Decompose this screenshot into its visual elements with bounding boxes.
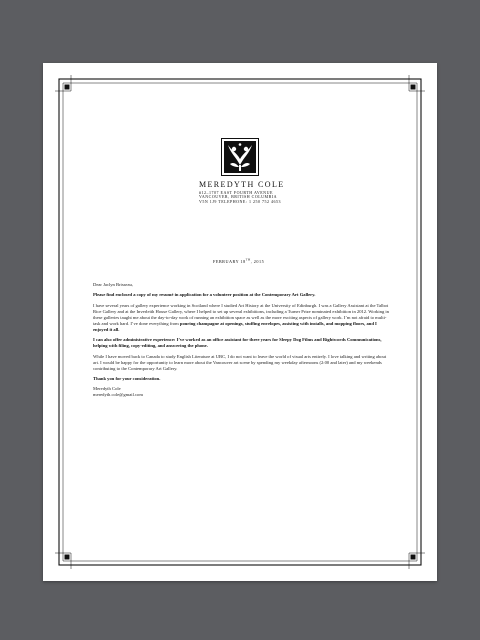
- salutation: Dear Jaclyn Brisseau,: [93, 282, 133, 287]
- letter-date: [213, 259, 283, 264]
- date-suffix: TH: [245, 257, 251, 262]
- corner-ornament-icon: [411, 555, 416, 560]
- corner-ornament-icon: [65, 85, 70, 90]
- experience-highlight: pouring champagne at openings, stuffing envelopes, assisting with installs, and mopping floors, and I enjoyed it all.: [93, 320, 377, 332]
- address-line-2: VANCOUVER, BRITISH COLUMBIA: [199, 194, 277, 200]
- letter-page: [43, 63, 437, 581]
- experience-paragraph: [93, 303, 393, 333]
- floral-monogram-icon: [221, 138, 259, 176]
- signature-email: meredyth.cole@gmail.com: [93, 392, 143, 398]
- date-prefix: FEBRUARY 18: [213, 259, 246, 264]
- date-year: , 2015: [250, 259, 265, 264]
- address-line-1: #12–1707 EAST FOURTH AVENUE: [199, 189, 273, 195]
- closing-line: Thank you for your consideration.: [93, 376, 161, 382]
- intro-paragraph: Please find enclosed a copy of my resumé in application for a volunteer position at the Contemporary Art Gallery.: [93, 292, 316, 298]
- motivation-paragraph: While I have moved back to Canada to study English Literature at UBC, I do not want to leave the world of visual arts entirely. I love talking and writing about art. I would be happy for the opportunity to learn more about the Vancouver art scene by spending my weekday afternoons (2:00 and later) and my weekends contributing to the Contemporary Art Gallery.: [93, 353, 387, 371]
- address-line-3: V5N 1J9 TELEPHONE: 1 250 752 4653: [199, 199, 281, 205]
- admin-paragraph: I can also offer administrative experience: I’ve worked as an office assistant for three years for Sleepy Dog Films and Rightwords Communications, helping with filing, copy-editing, and answering the phone.: [93, 337, 382, 349]
- corner-ornament-icon: [411, 85, 416, 90]
- experience-text: I have several years of gallery experience working in Scotland where I studied Art History at the University of Edinburgh. I was a Gallery Assistant at the Talbot Rice Gallery and at the Inverleith House Gallery, where I helped to set up several exhibitions, including a Turner Prize nominated exhibition in 2012. Working in these galleries taught me about the day-to-day work of running an exhibition space as well as the more exciting aspects of gallery work. I’m not afraid to multi-task and work hard. I’ve done everything from: [93, 302, 389, 326]
- letter-body: [93, 282, 393, 399]
- sender-name: MEREDYTH COLE: [199, 180, 285, 189]
- letterhead: [199, 180, 359, 205]
- corner-ornament-icon: [65, 555, 70, 560]
- signature-name: Meredyth Cole: [93, 386, 121, 392]
